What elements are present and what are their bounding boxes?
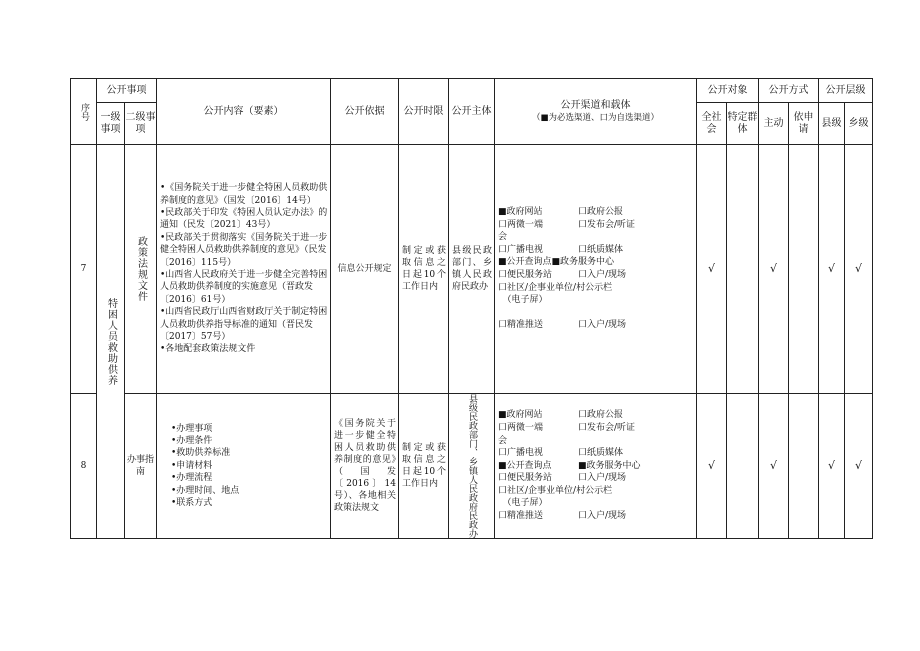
header-basis: 公开依据 [331, 79, 399, 145]
level1-cell [97, 145, 125, 539]
header-audience-group: 公开对象 [697, 79, 759, 103]
channel-line: 口精准推送 口入户/现场 [498, 320, 627, 331]
content-item: •民政部关于贯彻落实《国务院关于进一步健全特困人员救助供养制度的意见》（民发〔2016〕115号） [160, 232, 328, 268]
header-level-town: 乡级 [845, 103, 873, 145]
content-item: •申请材料 [171, 460, 213, 471]
content-item: •办理时间、地点 [171, 485, 240, 496]
content-cell [157, 145, 331, 394]
basis-cell: 《国务院关于进一步健全特困人员救助供养制度的意见》（国发〔2016〕14号）、各地相关政策法规文 [331, 394, 399, 539]
table-row [71, 394, 873, 539]
content-item: •各地配套政策法规文件 [160, 344, 256, 355]
header-level-group: 公开层级 [819, 79, 873, 103]
content-item: •民政部关于印发《特困人员认定办法》的通知（民发〔2021〕43号） [160, 207, 328, 231]
header-audience-all: 全社会 [697, 103, 727, 145]
content-cell [157, 394, 331, 539]
table-row [71, 145, 873, 394]
header-mode-active: 主动 [759, 103, 789, 145]
channel-line: 会 [498, 232, 508, 243]
audience-all-check: √ [697, 394, 727, 539]
header-channel-note: （■为必选渠道、口为自选渠道） [531, 112, 660, 123]
mode-active-check: √ [759, 145, 789, 394]
subject-cell: 县级民政部门、乡镇人民政府民政办 [449, 145, 495, 394]
basis-cell: 信息公开规定 [331, 145, 399, 394]
channel-line: 口精准推送 口入户/现场 [498, 511, 627, 522]
header-level2: 二级事项 [125, 103, 157, 145]
channel-line: ■公开查询点■政务服务中心 [498, 257, 615, 268]
mode-request-check [789, 394, 819, 539]
header-mode-group: 公开方式 [759, 79, 819, 103]
channel-line: （电子屏） [498, 498, 548, 509]
audience-specific-check [727, 394, 759, 539]
content-item: •联系方式 [171, 498, 213, 509]
time-cell: 制定或获取信息之日起10个工作日内 [399, 145, 449, 394]
content-item: •办理事项 [171, 423, 213, 434]
row-seq: 7 [71, 145, 97, 394]
subject-cell [449, 394, 495, 539]
audience-all-check: √ [697, 145, 727, 394]
level1-text: 特困人员救助供养 [105, 297, 117, 386]
time-cell: 制定或获取信息之日起10个工作日内 [399, 394, 449, 539]
header-channel [495, 79, 697, 145]
content-item: •山西省人民政府关于进一步健全完善特困人员救助供养制度的实施意见（晋政发〔2016〕61号） [160, 270, 328, 305]
header-time: 公开时限 [399, 79, 449, 145]
disclosure-table [70, 78, 873, 539]
content-item: •办理条件 [171, 435, 213, 446]
channel-line: 口便民服务站 口入户/现场 [498, 473, 627, 484]
channel-line: 口广播电视 口纸质媒体 [498, 244, 624, 255]
channel-line: 会 [498, 435, 508, 446]
header-seq: 序号 [71, 79, 97, 145]
audience-specific-check [727, 145, 759, 394]
level-town-check: √ [845, 145, 873, 394]
content-item: •救助供养标准 [171, 448, 231, 459]
channel-line: 口两微一端 口发布会/听证 [498, 422, 636, 433]
header-channel-title: 公开渠道和载体 [560, 99, 631, 111]
level2-cell [125, 145, 157, 394]
header-items-group: 公开事项 [97, 79, 157, 103]
channel-line: ■政府网站 口政府公报 [498, 207, 624, 218]
channel-cell [495, 145, 697, 394]
content-item: •山西省民政厅山西省财政厅关于制定特困人员救助供养指导标准的通知（晋民发〔2017〕57号） [160, 307, 328, 343]
channel-line: ■公开查询点 ■政务服务中心 [498, 460, 641, 471]
content-item: •办理流程 [171, 473, 213, 484]
mode-active-check: √ [759, 394, 789, 539]
header-audience-specific: 特定群体 [727, 103, 759, 145]
header-level1: 一级事项 [97, 103, 125, 145]
level-town-check: √ [845, 394, 873, 539]
channel-line: 口便民服务站 口入户/现场 [498, 270, 627, 280]
channel-line: 口社区/企事业单位/村公示栏 [498, 282, 613, 293]
channel-line [498, 307, 694, 320]
channel-line: （电子屏） [498, 295, 548, 306]
level2-text: 政策法规文件 [135, 236, 147, 302]
header-subject: 公开主体 [449, 79, 495, 145]
subject-text: 县级民政部门、乡镇人民政府民政办 [467, 394, 477, 538]
level2-cell: 办事指南 [125, 394, 157, 539]
channel-line: 口广播电视 口纸质媒体 [498, 448, 624, 459]
row-seq: 8 [71, 394, 97, 539]
header-mode-request: 依申请 [789, 103, 819, 145]
channel-cell [495, 394, 697, 539]
channel-line: 口社区/企事业单位/村公示栏 [498, 485, 613, 496]
level-county-check: √ [819, 145, 845, 394]
channel-line: ■政府网站 口政府公报 [498, 410, 624, 421]
header-level-county: 县级 [819, 103, 845, 145]
header-content: 公开内容（要素） [157, 79, 331, 145]
mode-request-check [789, 145, 819, 394]
channel-line: 口两微一端 口发布会/听证 [498, 219, 636, 230]
content-item: •《国务院关于进一步健全特困人员救助供养制度的意见》（国发〔2016〕14号） [160, 183, 328, 206]
level-county-check: √ [819, 394, 845, 539]
